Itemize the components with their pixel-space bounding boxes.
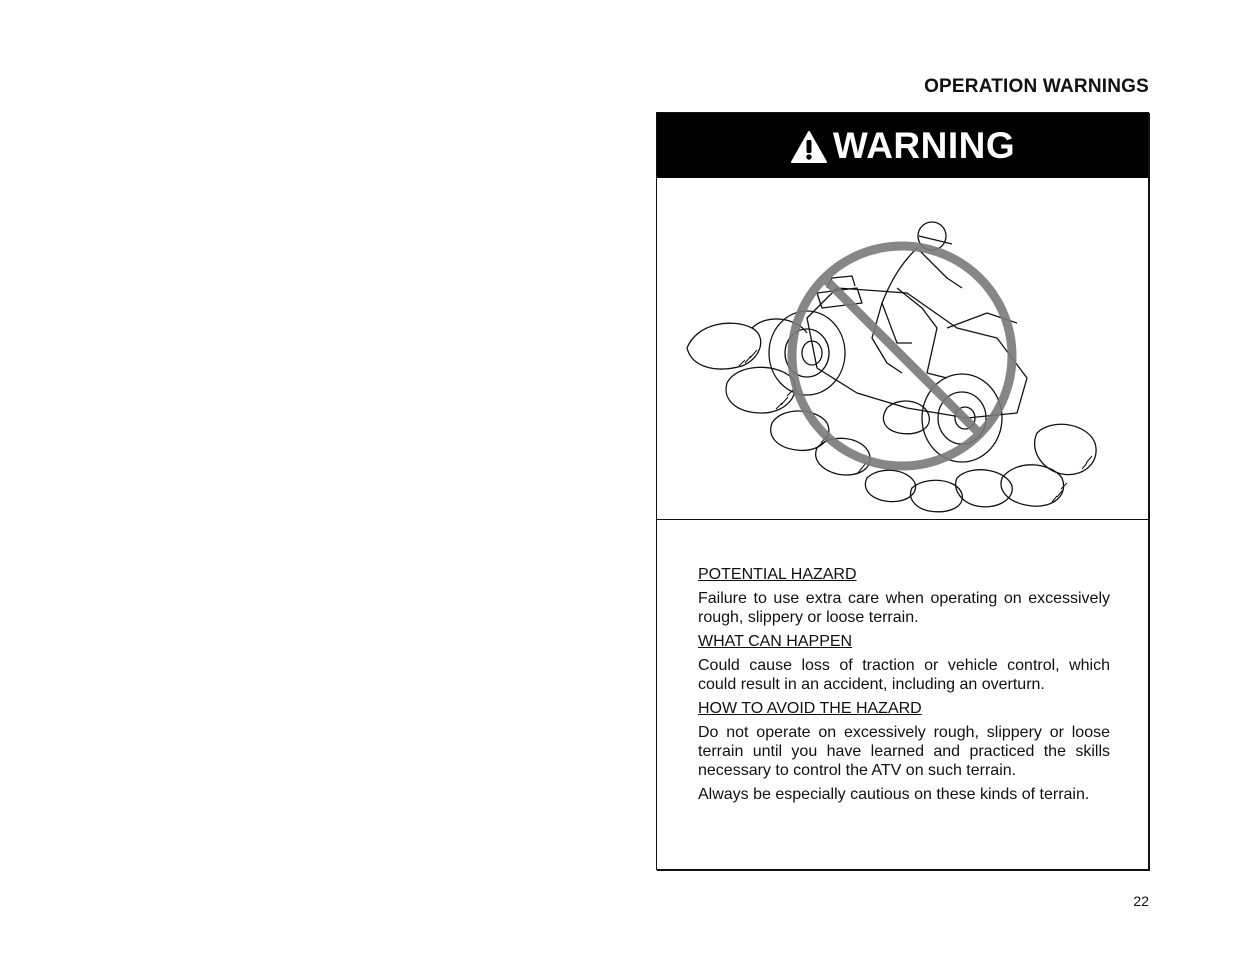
warning-header: [657, 113, 1148, 178]
atv-rough-terrain-prohibited-icon: [657, 178, 1148, 519]
what-can-happen-label: WHAT CAN HAPPEN: [698, 633, 853, 650]
illustration-area: [657, 178, 1148, 520]
how-to-avoid-text-caution: Always be especially cautious on these kinds of terrain.: [698, 786, 1090, 803]
potential-hazard-label: POTENTIAL HAZARD: [698, 566, 857, 583]
warning-text: [657, 520, 1148, 804]
section-title: OPERATION WARNINGS: [924, 76, 1149, 97]
warning-title: WARNING: [832, 124, 1016, 166]
page-number: 22: [1133, 893, 1149, 909]
warning-triangle-icon: [790, 130, 828, 164]
potential-hazard-text: Failure to use extra care when operating on excessively rough, slippery or loose terrain.: [698, 590, 1110, 626]
what-can-happen-text: Could cause loss of traction or vehicle control, which could result in an accident, including an overturn.: [698, 657, 1110, 693]
how-to-avoid-label: HOW TO AVOID THE HAZARD: [698, 700, 922, 717]
how-to-avoid-text: Do not operate on excessively rough, slippery or loose terrain until you have learned and practiced the skills necessary to control the ATV on such terrain.: [698, 724, 1110, 779]
warning-panel: [656, 112, 1149, 870]
